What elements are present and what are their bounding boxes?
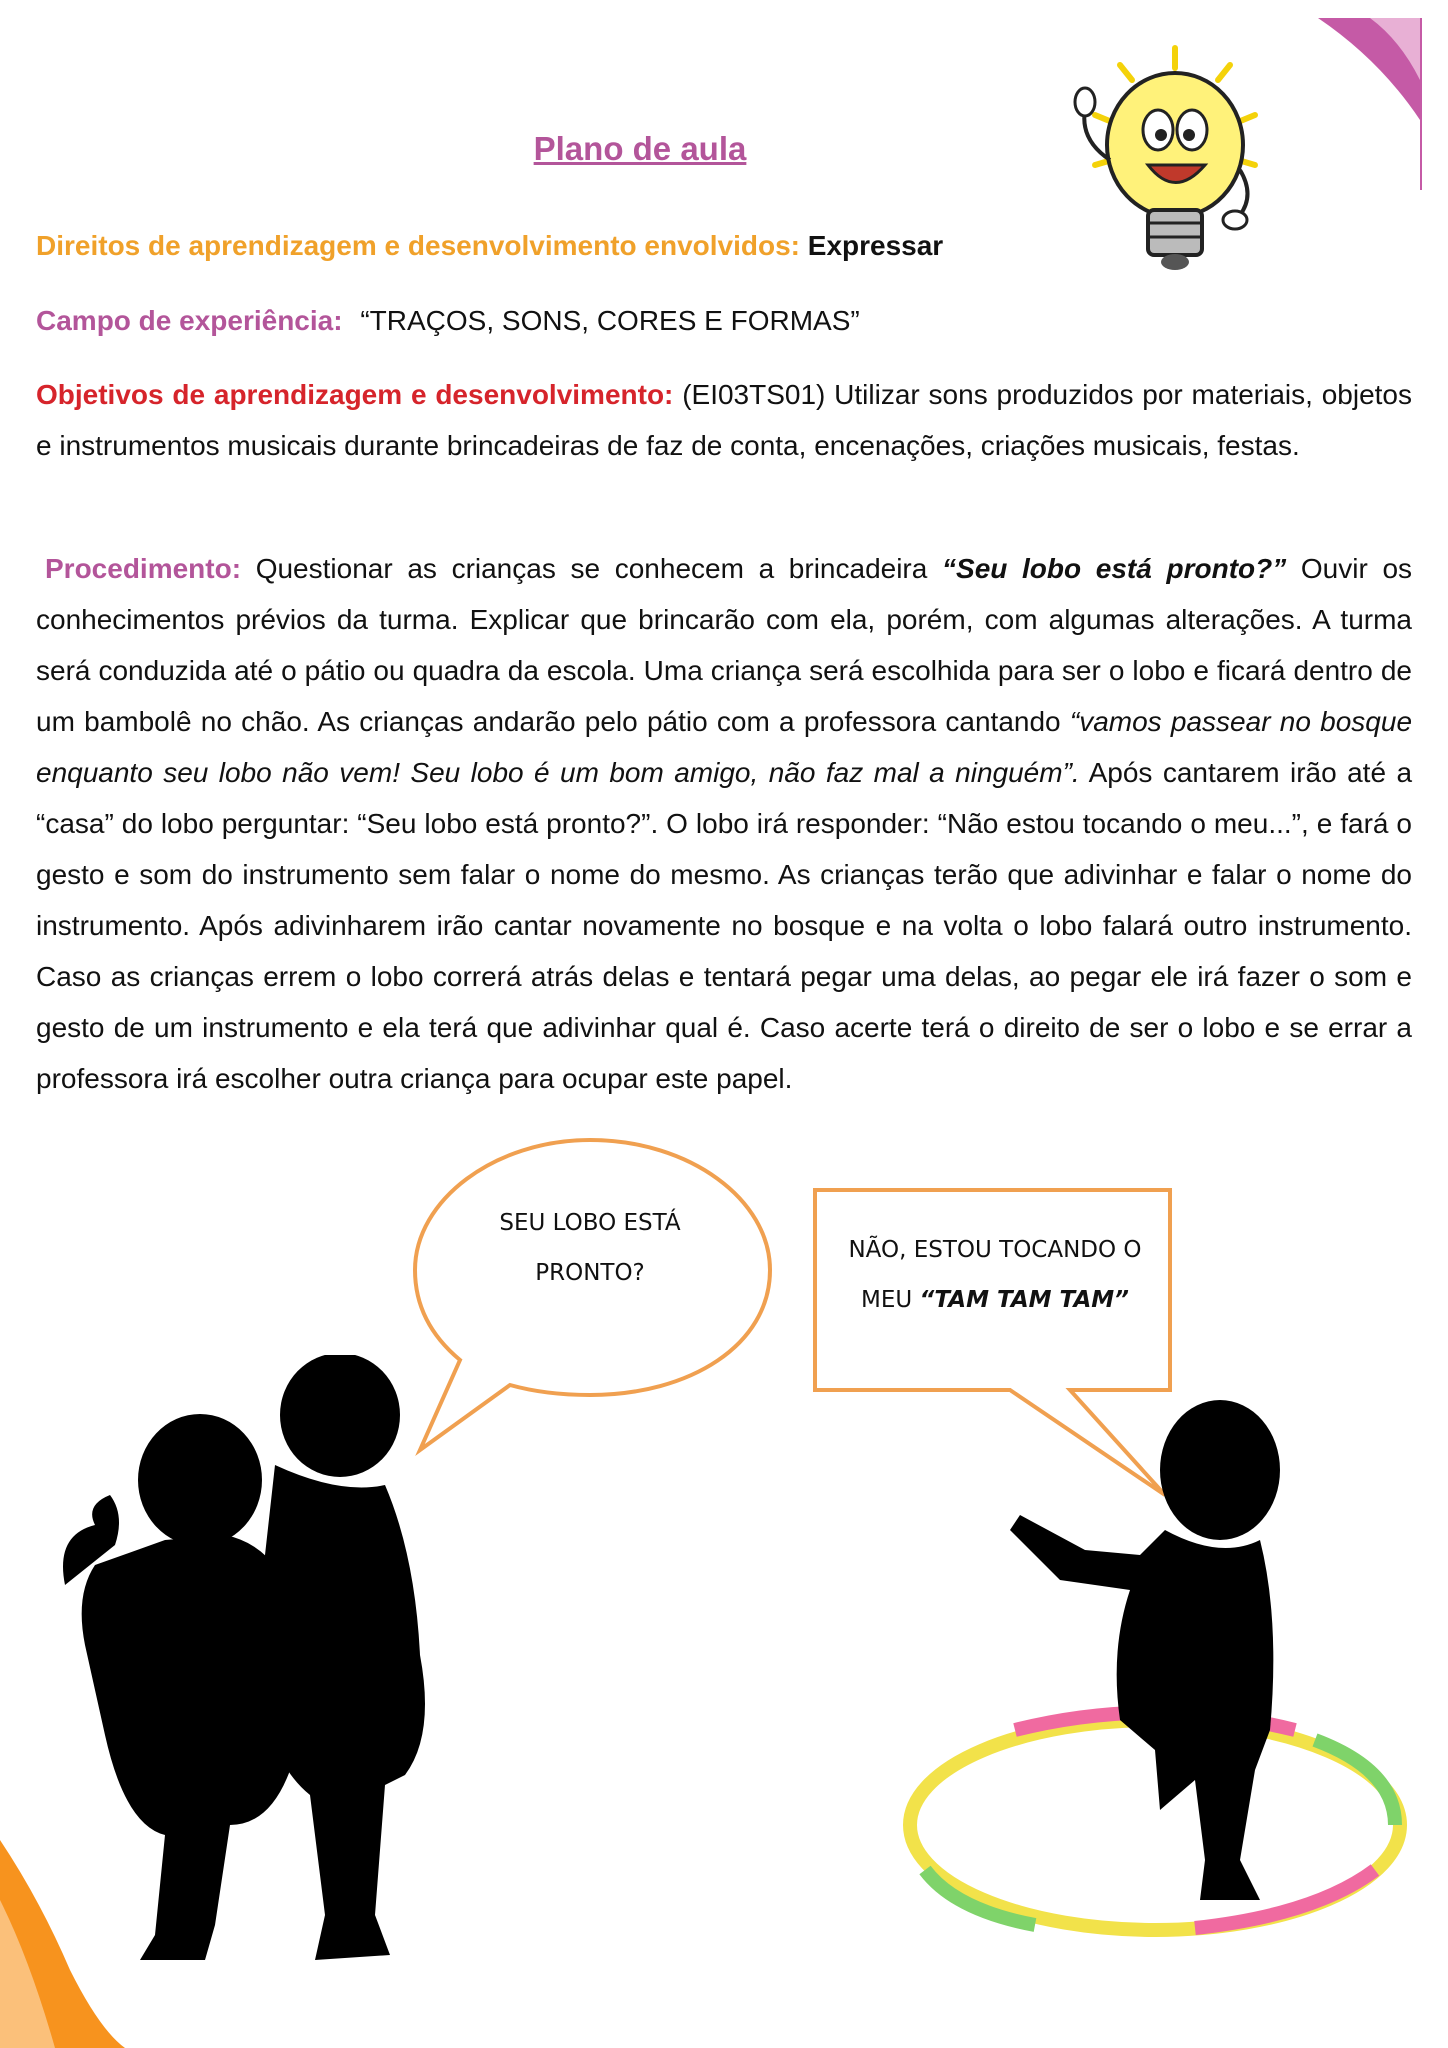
procedimento-text-1: Questionar as crianças se conhecem a brincadeira [255,553,928,584]
procedimento-paragraph [36,543,1412,1104]
page-title: Plano de aula [533,130,747,167]
bubble-left-line-2: PRONTO? [535,1260,645,1286]
campo-label: Campo de experiência: [36,305,343,336]
bubble-right-text [815,1225,1175,1325]
bubble-left-text [440,1198,740,1298]
objetivos-text: (EI03TS01) Utilizar sons produzidos por materiais, objetos e instrumentos musicais durante brincadeiras de faz de conta, encenações, criações musicais, festas. [36,379,1413,461]
direitos-value: Expressar [807,230,944,261]
song-lyrics: “vamos passear no bosque enquanto seu lobo não vem! Seu lobo é um bom amigo, não faz mal a ninguém”. [36,706,1413,788]
child-silhouette-right [990,1390,1330,1910]
procedimento-label: Procedimento: [45,553,242,584]
procedimento-text-3: Após cantarem irão até a “casa” do lobo perguntar: “Seu lobo está pronto?”. O lobo irá responder: “Não estou tocando o meu...”, e fará o gesto e som do instrumento sem falar o nome do mesmo. As crianças terão que adivinhar e falar o nome do instrumento. Após adivinharem irão cantar novamente no bosque e na volta o lobo falará outro instrumento. Caso as crianças errem o lobo correrá atrás delas e tentará pegar uma delas, ao pegar ele irá fazer o som e gesto de um instrumento e ela terá que adivinhar qual é. Caso acerte terá o direito de ser o lobo e se errar a professora irá escolher outra criança para ocupar este papel. [36,757,1413,1094]
direitos-label: Direitos de aprendizagem e desenvolvimento envolvidos: [36,230,800,261]
children-silhouette-left [55,1355,455,1975]
bubble-right-line-2-emph: “TAM TAM TAM” [919,1287,1129,1313]
objetivos-label: Objetivos de aprendizagem e desenvolvimento: [36,379,674,410]
bubble-right-line-1: NÃO, ESTOU TOCANDO O [848,1237,1142,1263]
bubble-left-line-1: SEU LOBO ESTÁ [499,1210,681,1236]
objetivos-paragraph [36,369,1412,471]
campo-value: “TRAÇOS, SONS, CORES E FORMAS” [360,305,860,336]
bubble-right-line-2-prefix: MEU [861,1287,920,1313]
corner-decoration-top-right [1300,0,1448,200]
campo-line [36,295,860,346]
procedimento-text-2: Ouvir os conhecimentos prévios da turma. Explicar que brincarão com ela, porém, com algumas alterações. A turma será conduzida até o pátio ou quadra da escola. Uma criança será escolhida para ser o lobo e ficará dentro de um bambolê no chão. As crianças andarão pelo pátio com a professora cantando [36,553,1413,737]
game-name: “Seu lobo está pronto?” [942,553,1287,584]
direitos-line [36,220,943,271]
